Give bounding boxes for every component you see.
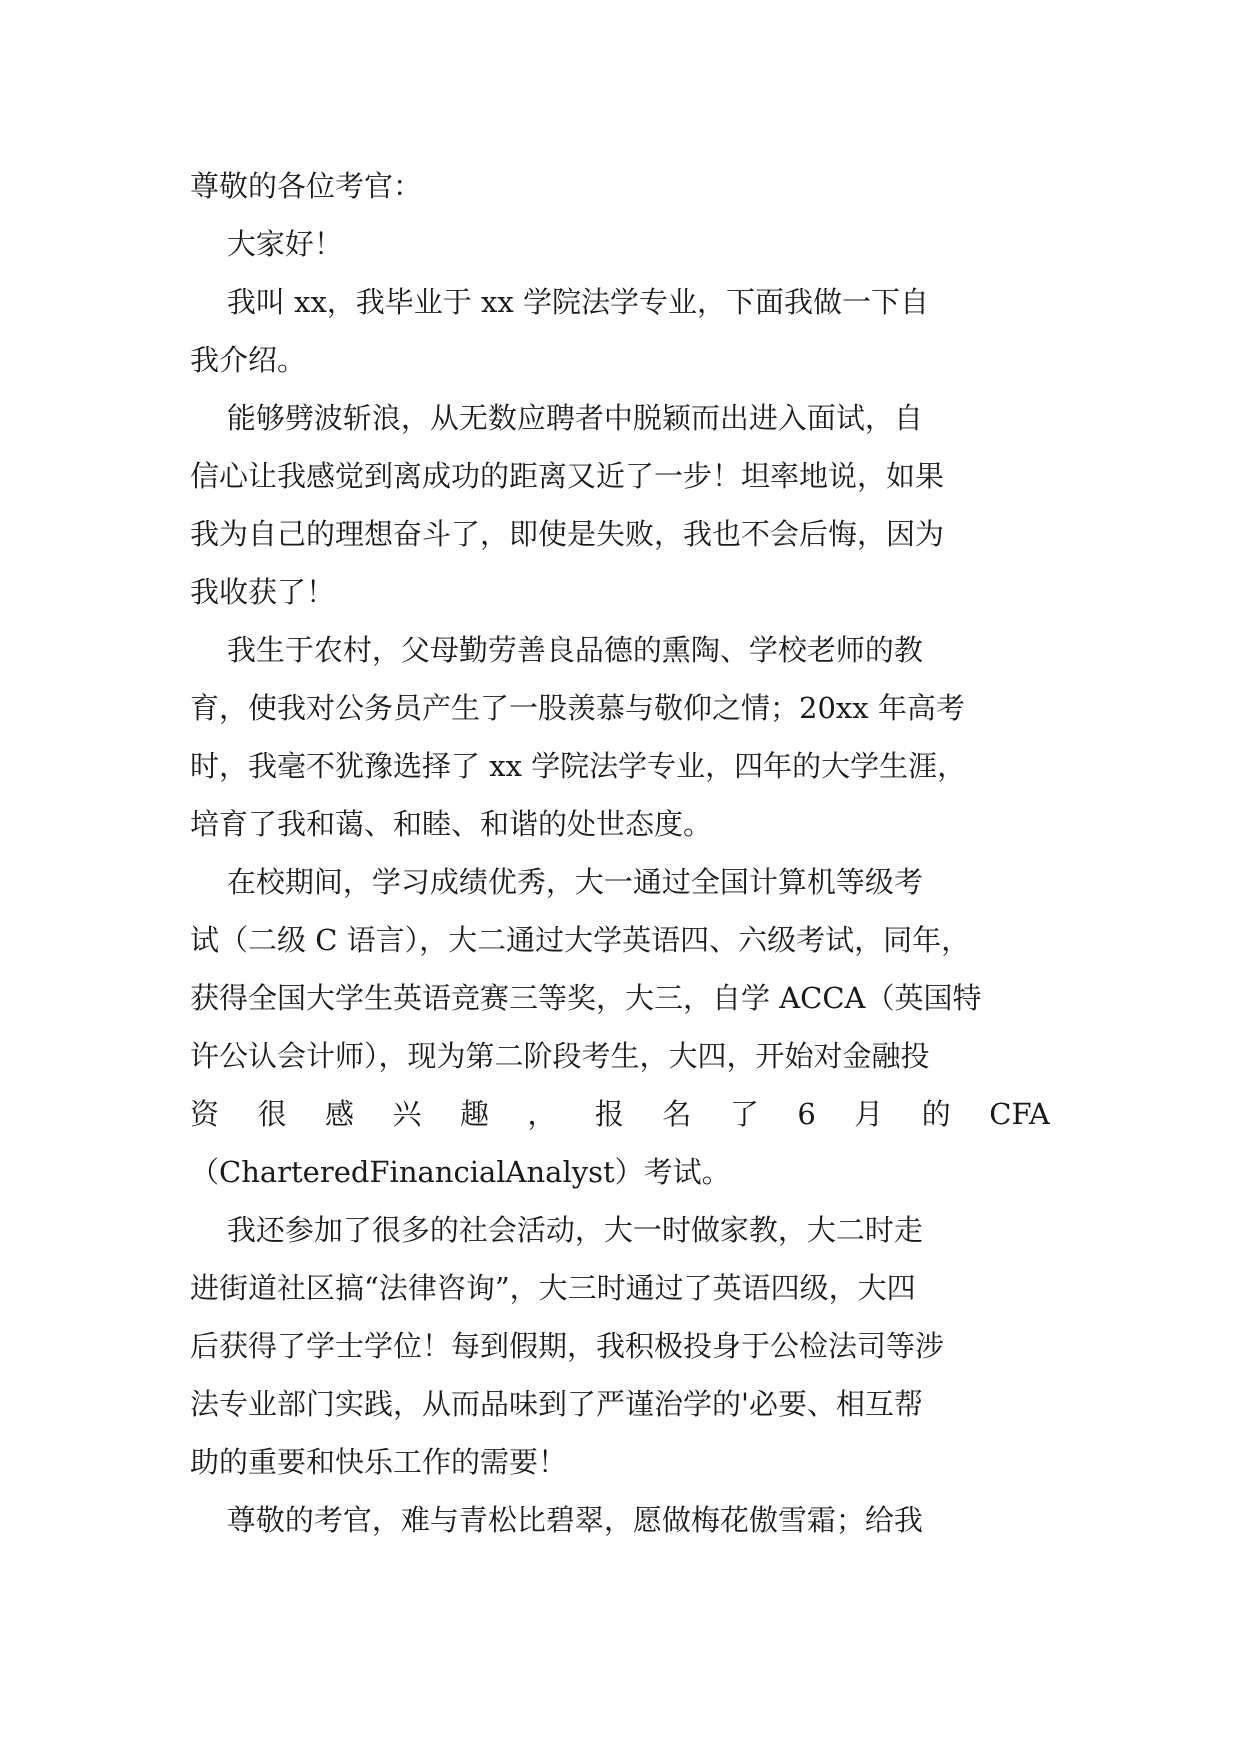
paragraph-study-line-5 (190, 1085, 1050, 1143)
paragraph-background-line-2: 育，使我对公务员产生了一股羡慕与敬仰之情；20xx 年高考 (190, 691, 965, 725)
paragraph-closing-line-1: 尊敬的考官，难与青松比碧翠，愿做梅花傲雪霜；给我 (190, 1503, 923, 1537)
spread-token: 感 (324, 1097, 354, 1131)
paragraph-confidence-line-2: 信心让我感觉到离成功的距离又近了一步！坦率地说，如果 (190, 459, 945, 493)
spread-token: 兴 (392, 1097, 422, 1131)
spread-token: 报 (594, 1097, 624, 1131)
paragraph-intro-line-2: 我介绍。 (190, 343, 307, 377)
spread-token: 了 (729, 1097, 759, 1131)
paragraph-activities-line-1: 我还参加了很多的社会活动，大一时做家教，大二时走 (190, 1213, 923, 1247)
paragraph-study-line-6: （CharteredFinancialAnalyst）考试。 (190, 1155, 731, 1189)
paragraph-study-line-3: 获得全国大学生英语竞赛三等奖，大三，自学 ACCA（英国特 (190, 981, 982, 1015)
paragraph-study-line-4: 许公认会计师），现为第二阶段考生，大四，开始对金融投 (190, 1039, 930, 1073)
paragraph-activities-line-3: 后获得了学士学位！每到假期，我积极投身于公检法司等涉 (190, 1329, 945, 1363)
spread-token: 趣 (459, 1097, 489, 1131)
spread-token: 的 (921, 1097, 951, 1131)
document-body (190, 157, 1050, 1549)
paragraph-study-line-1: 在校期间，学习成绩优秀，大一通过全国计算机等级考 (190, 865, 923, 899)
spread-token: 名 (662, 1097, 692, 1131)
spread-token: 6 (797, 1097, 816, 1131)
paragraph-confidence-line-4: 我收获了！ (190, 575, 336, 609)
paragraph-background-line-3: 时，我毫不犹豫选择了 xx 学院法学专业，四年的大学生涯， (190, 749, 967, 783)
paragraph-confidence-line-3: 我为自己的理想奋斗了，即使是失败，我也不会后悔，因为 (190, 517, 945, 551)
spread-token: CFA (989, 1097, 1050, 1131)
salutation-line: 尊敬的各位考官： (190, 169, 423, 203)
paragraph-intro-line-1: 我叫 xx，我毕业于 xx 学院法学专业，下面我做一下自 (190, 285, 929, 319)
spread-token: 资 (190, 1097, 220, 1131)
paragraph-activities-line-5: 助的重要和快乐工作的需要！ (190, 1445, 568, 1479)
greeting-line: 大家好！ (190, 227, 343, 261)
spread-token: ， (527, 1097, 557, 1131)
paragraph-background-line-1: 我生于农村，父母勤劳善良品德的熏陶、学校老师的教 (190, 633, 923, 667)
paragraph-confidence-line-1: 能够劈波斩浪，从无数应聘者中脱颖而出进入面试，自 (190, 401, 923, 435)
spread-token: 月 (854, 1097, 884, 1131)
paragraph-activities-line-4: 法专业部门实践，从而品味到了严谨治学的'必要、相互帮 (190, 1387, 923, 1421)
paragraph-background-line-4: 培育了我和蔼、和睦、和谐的处世态度。 (190, 807, 713, 841)
paragraph-study-line-2: 试（二级 C 语言），大二通过大学英语四、六级考试，同年， (190, 923, 971, 957)
spread-token: 很 (257, 1097, 287, 1131)
paragraph-activities-line-2: 进街道社区搞“法律咨询”，大三时通过了英语四级，大四 (190, 1271, 916, 1305)
